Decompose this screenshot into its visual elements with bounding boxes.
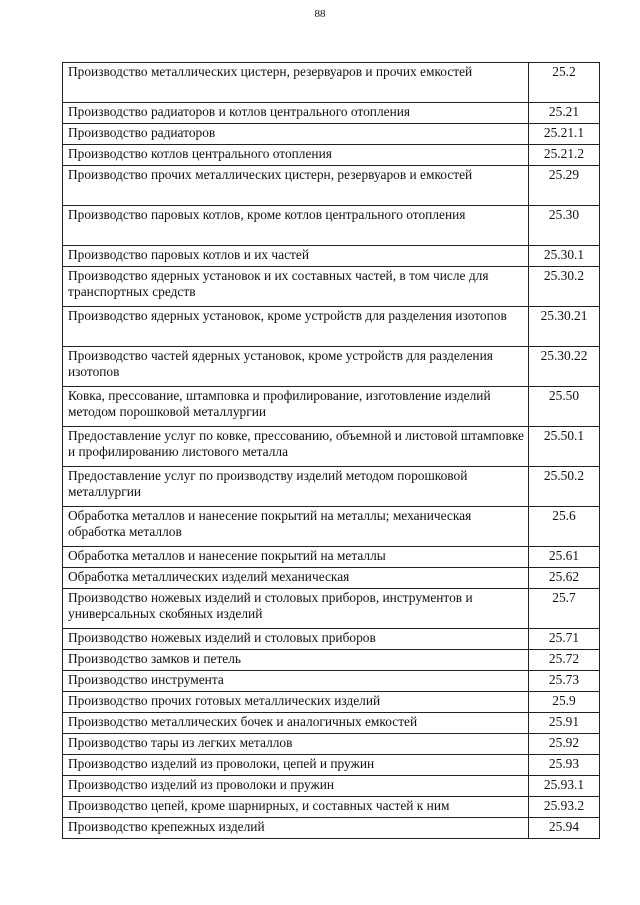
activity-name: Обработка металлов и нанесение покрытий на металлы [63, 547, 529, 568]
activity-code: 25.71 [529, 629, 600, 650]
activity-code: 25.7 [529, 589, 600, 629]
page-number: 88 [314, 8, 326, 20]
table-row [63, 307, 600, 347]
activity-code: 25.94 [529, 818, 600, 839]
table-row [63, 145, 600, 166]
activity-code: 25.72 [529, 650, 600, 671]
table-row [63, 568, 600, 589]
activity-name: Производство котлов центрального отопления [63, 145, 529, 166]
activity-code: 25.50.1 [529, 427, 600, 467]
activity-code: 25.50.2 [529, 467, 600, 507]
activity-name: Производство ядерных установок и их составных частей, в том числе для транспортных средств [63, 267, 529, 307]
table-row [63, 692, 600, 713]
activity-name: Производство крепежных изделий [63, 818, 529, 839]
table-row [63, 776, 600, 797]
activity-name: Производство ядерных установок, кроме устройств для разделения изотопов [63, 307, 529, 347]
table-row [63, 387, 600, 427]
activity-code: 25.30.22 [529, 347, 600, 387]
table-row [63, 63, 600, 103]
table-row [63, 818, 600, 839]
activity-name: Производство замков и петель [63, 650, 529, 671]
activity-code: 25.93 [529, 755, 600, 776]
table-row [63, 103, 600, 124]
activity-code: 25.21.2 [529, 145, 600, 166]
activity-name: Предоставление услуг по ковке, прессованию, объемной и листовой штамповке и профилированию листового металла [63, 427, 529, 467]
activity-name: Предоставление услуг по производству изделий методом порошковой металлургии [63, 467, 529, 507]
activity-name: Производство ножевых изделий и столовых приборов, инструментов и универсальных скобяных изделий [63, 589, 529, 629]
table-row [63, 246, 600, 267]
activity-name: Производство радиаторов [63, 124, 529, 145]
activity-code: 25.62 [529, 568, 600, 589]
activity-code: 25.30.21 [529, 307, 600, 347]
table-row [63, 734, 600, 755]
table-row [63, 629, 600, 650]
table-row [63, 166, 600, 206]
activity-name: Производство паровых котлов и их частей [63, 246, 529, 267]
activity-code: 25.92 [529, 734, 600, 755]
activity-code: 25.6 [529, 507, 600, 547]
activity-code: 25.91 [529, 713, 600, 734]
activity-name: Производство изделий из проволоки, цепей и пружин [63, 755, 529, 776]
activity-code: 25.21.1 [529, 124, 600, 145]
activity-name: Производство изделий из проволоки и пружин [63, 776, 529, 797]
activity-name: Производство металлических цистерн, резервуаров и прочих емкостей [63, 63, 529, 103]
activity-name: Обработка металлов и нанесение покрытий на металлы; механическая обработка металлов [63, 507, 529, 547]
activity-code: 25.30.1 [529, 246, 600, 267]
table-row [63, 467, 600, 507]
activity-name: Производство прочих металлических цистерн, резервуаров и емкостей [63, 166, 529, 206]
table-row [63, 267, 600, 307]
activity-name: Производство ножевых изделий и столовых приборов [63, 629, 529, 650]
table-row [63, 713, 600, 734]
activity-code: 25.93.2 [529, 797, 600, 818]
table-row [63, 124, 600, 145]
activity-code: 25.2 [529, 63, 600, 103]
activity-code: 25.29 [529, 166, 600, 206]
table-row [63, 347, 600, 387]
table-row [63, 671, 600, 692]
activity-name: Ковка, прессование, штамповка и профилирование, изготовление изделий методом порошковой металлургии [63, 387, 529, 427]
activity-name: Производство цепей, кроме шарнирных, и составных частей к ним [63, 797, 529, 818]
activity-name: Производство инструмента [63, 671, 529, 692]
activity-name: Производство прочих готовых металлических изделий [63, 692, 529, 713]
activity-name: Производство тары из легких металлов [63, 734, 529, 755]
activity-code: 25.61 [529, 547, 600, 568]
table-row [63, 589, 600, 629]
activity-name: Производство паровых котлов, кроме котлов центрального отопления [63, 206, 529, 246]
activity-name: Производство частей ядерных установок, кроме устройств для разделения изотопов [63, 347, 529, 387]
table-row [63, 755, 600, 776]
activity-code: 25.93.1 [529, 776, 600, 797]
activity-name: Обработка металлических изделий механическая [63, 568, 529, 589]
table-row [63, 650, 600, 671]
activity-codes-table [62, 62, 600, 839]
table-row [63, 427, 600, 467]
activity-code: 25.9 [529, 692, 600, 713]
table-row [63, 507, 600, 547]
activity-code: 25.73 [529, 671, 600, 692]
table-row [63, 797, 600, 818]
table-row [63, 206, 600, 246]
activity-code: 25.50 [529, 387, 600, 427]
activity-code: 25.30.2 [529, 267, 600, 307]
table-body [63, 63, 600, 839]
table-row [63, 547, 600, 568]
activity-name: Производство радиаторов и котлов центрального отопления [63, 103, 529, 124]
activity-code: 25.21 [529, 103, 600, 124]
activity-code: 25.30 [529, 206, 600, 246]
activity-name: Производство металлических бочек и аналогичных емкостей [63, 713, 529, 734]
